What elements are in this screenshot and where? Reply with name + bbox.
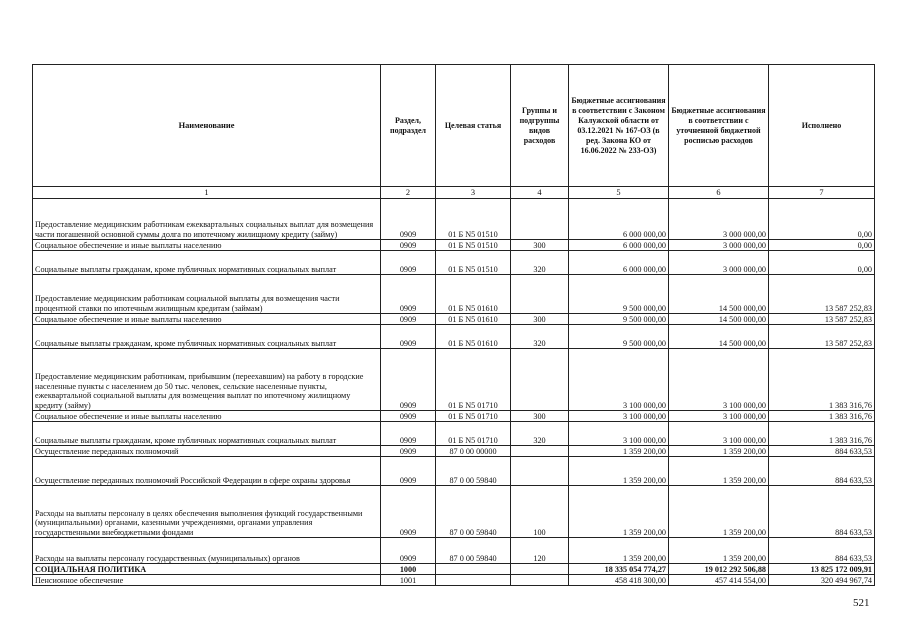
row-name: Социальные выплаты гражданам, кроме публичных нормативных социальных выплат: [33, 325, 381, 349]
row-name: Расходы на выплаты персоналу в целях обеспечения выполнения функций государственными (муниципальными) органами, казенными учреждениями, органами управления государственными внебюджетными фондами: [33, 486, 381, 538]
row-name: Предоставление медицинским работникам, прибывшим (переехавшим) на работу в городские населенные пункты с населением до 50 тыс. человек, сельские населенные пункты, ежеквартальной социальной выплаты для возмещения выплат по ипотечному жилищному кредиту (займу): [33, 349, 381, 411]
row-executed: 884 633,53: [769, 457, 875, 486]
table-row: [33, 564, 875, 575]
row-executed: 1 383 316,76: [769, 349, 875, 411]
row-section: 0909: [381, 538, 436, 564]
col-number: 4: [511, 187, 569, 199]
row-name: Осуществление переданных полномочий: [33, 446, 381, 457]
row-section: 0909: [381, 349, 436, 411]
table-row: [33, 251, 875, 275]
row-section: 0909: [381, 486, 436, 538]
row-target: 87 0 00 00000: [436, 446, 511, 457]
row-executed: 0,00: [769, 251, 875, 275]
row-executed: 13 587 252,83: [769, 275, 875, 314]
row-executed: 884 633,53: [769, 486, 875, 538]
row-budget-updated: 1 359 200,00: [669, 486, 769, 538]
row-budget-updated: 1 359 200,00: [669, 457, 769, 486]
row-budget-updated: 3 100 000,00: [669, 411, 769, 422]
row-group: [511, 199, 569, 240]
row-group: 100: [511, 486, 569, 538]
row-budget-law: 9 500 000,00: [569, 275, 669, 314]
row-budget-updated: 457 414 554,00: [669, 575, 769, 586]
row-group: 320: [511, 325, 569, 349]
row-executed: 884 633,53: [769, 538, 875, 564]
row-budget-updated: 1 359 200,00: [669, 538, 769, 564]
row-target: 01 Б N5 01710: [436, 349, 511, 411]
row-executed: 1 383 316,76: [769, 411, 875, 422]
row-group: 300: [511, 411, 569, 422]
header-name: Наименование: [33, 65, 381, 187]
row-budget-law: 3 100 000,00: [569, 411, 669, 422]
row-executed: 13 825 172 009,91: [769, 564, 875, 575]
col-number: 2: [381, 187, 436, 199]
row-executed: 0,00: [769, 199, 875, 240]
row-executed: 13 587 252,83: [769, 314, 875, 325]
budget-table-container: [32, 64, 874, 586]
table-row: [33, 240, 875, 251]
row-name: Пенсионное обеспечение: [33, 575, 381, 586]
row-executed: 0,00: [769, 240, 875, 251]
header-budget-updated: Бюджетные ассигнования в соответствии с уточненной бюджетной росписью расходов: [669, 65, 769, 187]
col-number: 6: [669, 187, 769, 199]
row-target: 01 Б N5 01610: [436, 314, 511, 325]
row-budget-law: 9 500 000,00: [569, 325, 669, 349]
row-budget-updated: 3 000 000,00: [669, 240, 769, 251]
row-budget-law: 458 418 300,00: [569, 575, 669, 586]
row-budget-updated: 1 359 200,00: [669, 446, 769, 457]
row-budget-updated: 14 500 000,00: [669, 325, 769, 349]
row-target: 01 Б N5 01510: [436, 199, 511, 240]
header-section: Раздел, подраздел: [381, 65, 436, 187]
row-group: 300: [511, 314, 569, 325]
row-group: 320: [511, 422, 569, 446]
row-group: 300: [511, 240, 569, 251]
row-budget-law: 1 359 200,00: [569, 457, 669, 486]
row-name: Социальное обеспечение и иные выплаты населению: [33, 240, 381, 251]
table-row: [33, 538, 875, 564]
header-groups: Группы и подгруппы видов расходов: [511, 65, 569, 187]
table-row: [33, 199, 875, 240]
row-target: 87 0 00 59840: [436, 538, 511, 564]
row-budget-law: 3 100 000,00: [569, 422, 669, 446]
page-number: 521: [853, 597, 870, 609]
row-group: [511, 564, 569, 575]
row-name: Социальные выплаты гражданам, кроме публичных нормативных социальных выплат: [33, 422, 381, 446]
row-group: [511, 275, 569, 314]
row-target: 87 0 00 59840: [436, 486, 511, 538]
table-row: [33, 422, 875, 446]
row-name: Социальное обеспечение и иные выплаты населению: [33, 314, 381, 325]
row-budget-law: 1 359 200,00: [569, 486, 669, 538]
row-section: 0909: [381, 446, 436, 457]
row-name: Предоставление медицинским работникам социальной выплаты для возмещения части процентной ставки по ипотечным жилищным кредитам (займам): [33, 275, 381, 314]
row-group: [511, 349, 569, 411]
row-budget-updated: 3 000 000,00: [669, 251, 769, 275]
row-name: Предоставление медицинским работникам ежеквартальных социальных выплат для возмещения части погашенной основной суммы долга по ипотечному жилищному кредиту (займу): [33, 199, 381, 240]
row-name: Расходы на выплаты персоналу государственных (муниципальных) органов: [33, 538, 381, 564]
row-name: СОЦИАЛЬНАЯ ПОЛИТИКА: [33, 564, 381, 575]
table-row: [33, 575, 875, 586]
row-budget-updated: 3 000 000,00: [669, 199, 769, 240]
row-budget-law: 9 500 000,00: [569, 314, 669, 325]
row-section: 0909: [381, 314, 436, 325]
row-group: [511, 575, 569, 586]
row-executed: 1 383 316,76: [769, 422, 875, 446]
row-name: Социальное обеспечение и иные выплаты населению: [33, 411, 381, 422]
row-target: 01 Б N5 01510: [436, 240, 511, 251]
row-budget-updated: 14 500 000,00: [669, 275, 769, 314]
row-section: 0909: [381, 457, 436, 486]
header-budget-law: Бюджетные ассигнования в соответствии с Законом Калужской области от 03.12.2021 № 167-ОЗ (в ред. Закона КО от 16.06.2022 № 233-ОЗ): [569, 65, 669, 187]
row-name: Социальные выплаты гражданам, кроме публичных нормативных социальных выплат: [33, 251, 381, 275]
row-target: 01 Б N5 01510: [436, 251, 511, 275]
table-row: [33, 486, 875, 538]
row-target: 87 0 00 59840: [436, 457, 511, 486]
row-section: 0909: [381, 251, 436, 275]
row-budget-updated: 14 500 000,00: [669, 314, 769, 325]
row-executed: 13 587 252,83: [769, 325, 875, 349]
row-section: 0909: [381, 240, 436, 251]
row-budget-law: 18 335 054 774,27: [569, 564, 669, 575]
table-row: [33, 446, 875, 457]
row-group: [511, 457, 569, 486]
table-row: [33, 411, 875, 422]
col-number: 7: [769, 187, 875, 199]
row-target: [436, 564, 511, 575]
header-target: Целевая статья: [436, 65, 511, 187]
row-budget-updated: 19 012 292 506,88: [669, 564, 769, 575]
row-section: 0909: [381, 422, 436, 446]
row-budget-law: 6 000 000,00: [569, 199, 669, 240]
col-number: 1: [33, 187, 381, 199]
row-section: 1000: [381, 564, 436, 575]
row-target: 01 Б N5 01710: [436, 411, 511, 422]
table-row: [33, 314, 875, 325]
row-name: Осуществление переданных полномочий Российской Федерации в сфере охраны здоровья: [33, 457, 381, 486]
row-section: 0909: [381, 275, 436, 314]
table-row: [33, 349, 875, 411]
header-executed: Исполнено: [769, 65, 875, 187]
row-section: 1001: [381, 575, 436, 586]
table-row: [33, 325, 875, 349]
row-target: 01 Б N5 01610: [436, 275, 511, 314]
row-budget-updated: 3 100 000,00: [669, 422, 769, 446]
row-target: [436, 575, 511, 586]
row-section: 0909: [381, 325, 436, 349]
col-number: 3: [436, 187, 511, 199]
row-budget-law: 1 359 200,00: [569, 446, 669, 457]
row-group: 320: [511, 251, 569, 275]
table-row: [33, 275, 875, 314]
col-number: 5: [569, 187, 669, 199]
row-executed: 884 633,53: [769, 446, 875, 457]
budget-execution-table: [32, 64, 875, 586]
table-row: [33, 457, 875, 486]
row-target: 01 Б N5 01710: [436, 422, 511, 446]
row-group: [511, 446, 569, 457]
row-section: 0909: [381, 199, 436, 240]
row-budget-updated: 3 100 000,00: [669, 349, 769, 411]
row-budget-law: 3 100 000,00: [569, 349, 669, 411]
row-budget-law: 1 359 200,00: [569, 538, 669, 564]
row-budget-law: 6 000 000,00: [569, 251, 669, 275]
row-executed: 320 494 967,74: [769, 575, 875, 586]
row-budget-law: 6 000 000,00: [569, 240, 669, 251]
row-section: 0909: [381, 411, 436, 422]
row-target: 01 Б N5 01610: [436, 325, 511, 349]
row-group: 120: [511, 538, 569, 564]
